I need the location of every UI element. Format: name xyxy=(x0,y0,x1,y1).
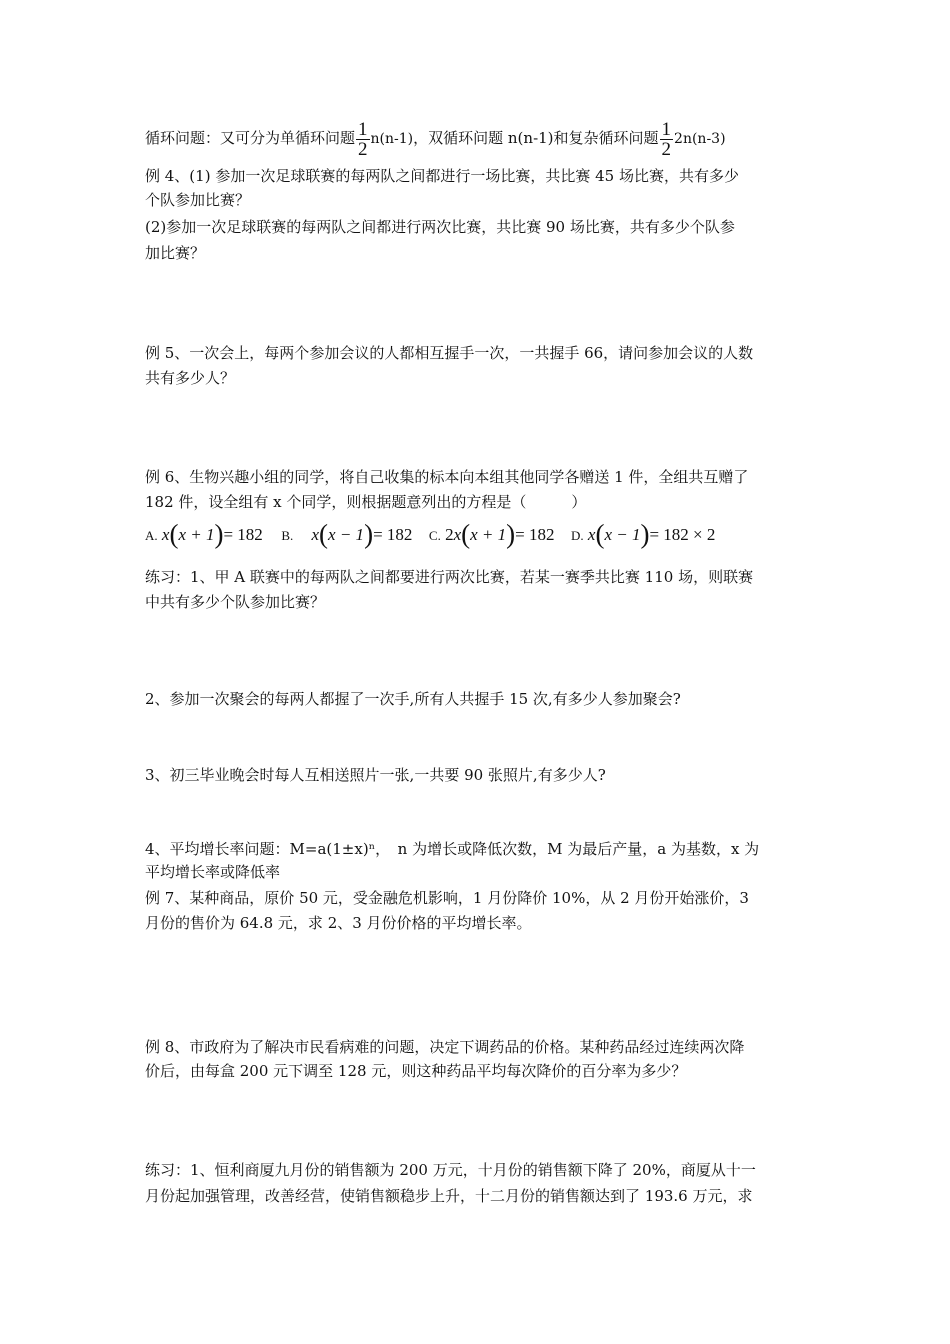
option-letter: B. xyxy=(281,528,294,543)
option-c: C. 2x(x + 1)= 182 xyxy=(428,519,555,549)
ex4-line-1: 例 4、(1) 参加一次足球联赛的每两队之间都进行一场比赛，共比赛 45 场比赛，共有多少 xyxy=(145,167,739,185)
option-var: x xyxy=(311,525,320,544)
loop-middle-text: ，双循环问题 n(n-1)和复杂循环问题 xyxy=(413,129,659,147)
fraction-half-1 xyxy=(356,120,370,159)
ex5-line-1: 例 5、一次会上，每两个参加会议的人都相互握手一次，一共握手 66，请问参加会议的人数 xyxy=(145,344,754,362)
ex6-line-2: 182 件，设全组有 x 个同学，则根据题意列出的方程是（ ） xyxy=(145,493,587,511)
question-3: 3、初三毕业晚会时每人互相送照片一张,一共要 90 张照片,有多少人? xyxy=(145,766,606,784)
option-a: A. x(x + 1)= 182 xyxy=(145,519,263,549)
ex4-line-4: 加比赛？ xyxy=(145,244,206,262)
practice1-line-1: 练习：1、甲 A 联赛中的每两队之间都要进行两次比赛，若某一赛季共比赛 110 场，则联赛 xyxy=(145,568,754,586)
option-rhs: = 182 xyxy=(373,525,413,544)
ex8-line-2: 价后，由每盒 200 元下调至 128 元，则这种药品平均每次降价的百分率为多少？ xyxy=(145,1062,687,1080)
practice2-line-1: 练习：1、恒利商厦九月份的销售额为 200 万元，十月份的销售额下降了 20%，商厦从十一 xyxy=(145,1161,756,1179)
practice2-line-2: 月份起加强管理，改善经营，使销售额稳步上升，十二月份的销售额达到了 193.6 万元，求 xyxy=(145,1187,753,1205)
option-inner: x − 1 xyxy=(604,525,641,544)
ex7-line-2: 月份的售价为 64.8 元，求 2、3 月份价格的平均增长率。 xyxy=(145,914,532,932)
option-rhs: = 182 xyxy=(515,525,555,544)
option-rhs: = 182 xyxy=(223,525,263,544)
option-letter: A. xyxy=(145,528,158,543)
question-2: 2、参加一次聚会的每两人都握了一次手,所有人共握手 15 次,有多少人参加聚会? xyxy=(145,690,681,708)
option-inner: x + 1 xyxy=(470,525,507,544)
loop-prefix: 循环问题：又可分为单循环问题 xyxy=(145,129,356,147)
fraction-half-2 xyxy=(660,120,674,159)
option-var: x xyxy=(587,525,596,544)
option-inner: x − 1 xyxy=(328,525,365,544)
fraction-numerator: 1 xyxy=(661,118,672,140)
option-rhs: = 182 × 2 xyxy=(649,525,716,544)
practice1-line-2: 中共有多少个队参加比赛？ xyxy=(145,593,326,611)
loop-problem-line xyxy=(145,118,810,158)
fraction-denominator: 2 xyxy=(358,138,368,160)
complex-loop-expr: 2n(n-3) xyxy=(674,131,726,147)
ex4-line-3: (2)参加一次足球联赛的每两队之间都进行两次比赛，共比赛 90 场比赛，共有多少个队参 xyxy=(145,218,735,236)
option-letter: C. xyxy=(428,528,441,543)
option-b: B. x(x − 1)= 182 xyxy=(281,519,413,549)
q4-line-2: 平均增长率或降低率 xyxy=(145,863,281,881)
ex5-line-2: 共有多少人？ xyxy=(145,369,236,387)
ex7-line-1: 例 7、某种商品，原价 50 元，受金融危机影响，1 月份降价 10%，从 2 月份开始涨价，3 xyxy=(145,889,749,907)
ex8-line-1: 例 8、市政府为了解决市民看病难的问题，决定下调药品的价格。某种药品经过连续两次降 xyxy=(145,1038,745,1056)
ex4-line-2: 个队参加比赛？ xyxy=(145,191,251,209)
fraction-denominator: 2 xyxy=(661,138,672,160)
option-coef: 2 xyxy=(445,525,454,544)
ex6-line-1: 例 6、生物兴趣小组的同学，将自己收集的标本向本组其他同学各赠送 1 件，全组共互赠了 xyxy=(145,468,749,486)
fraction-numerator: 1 xyxy=(358,118,368,140)
option-inner: x + 1 xyxy=(178,525,215,544)
option-letter: D. xyxy=(571,528,584,543)
ex6-options xyxy=(145,517,810,551)
option-var: x xyxy=(453,525,462,544)
single-loop-expr: n(n-1) xyxy=(370,131,414,147)
q4-line-1: 4、平均增长率问题：M=a(1±x)ⁿ， n 为增长或降低次数，M 为最后产量，a 为基数，x 为 xyxy=(145,840,760,858)
option-d: D. x(x − 1)= 182 × 2 xyxy=(571,519,716,549)
option-var: x xyxy=(161,525,170,544)
